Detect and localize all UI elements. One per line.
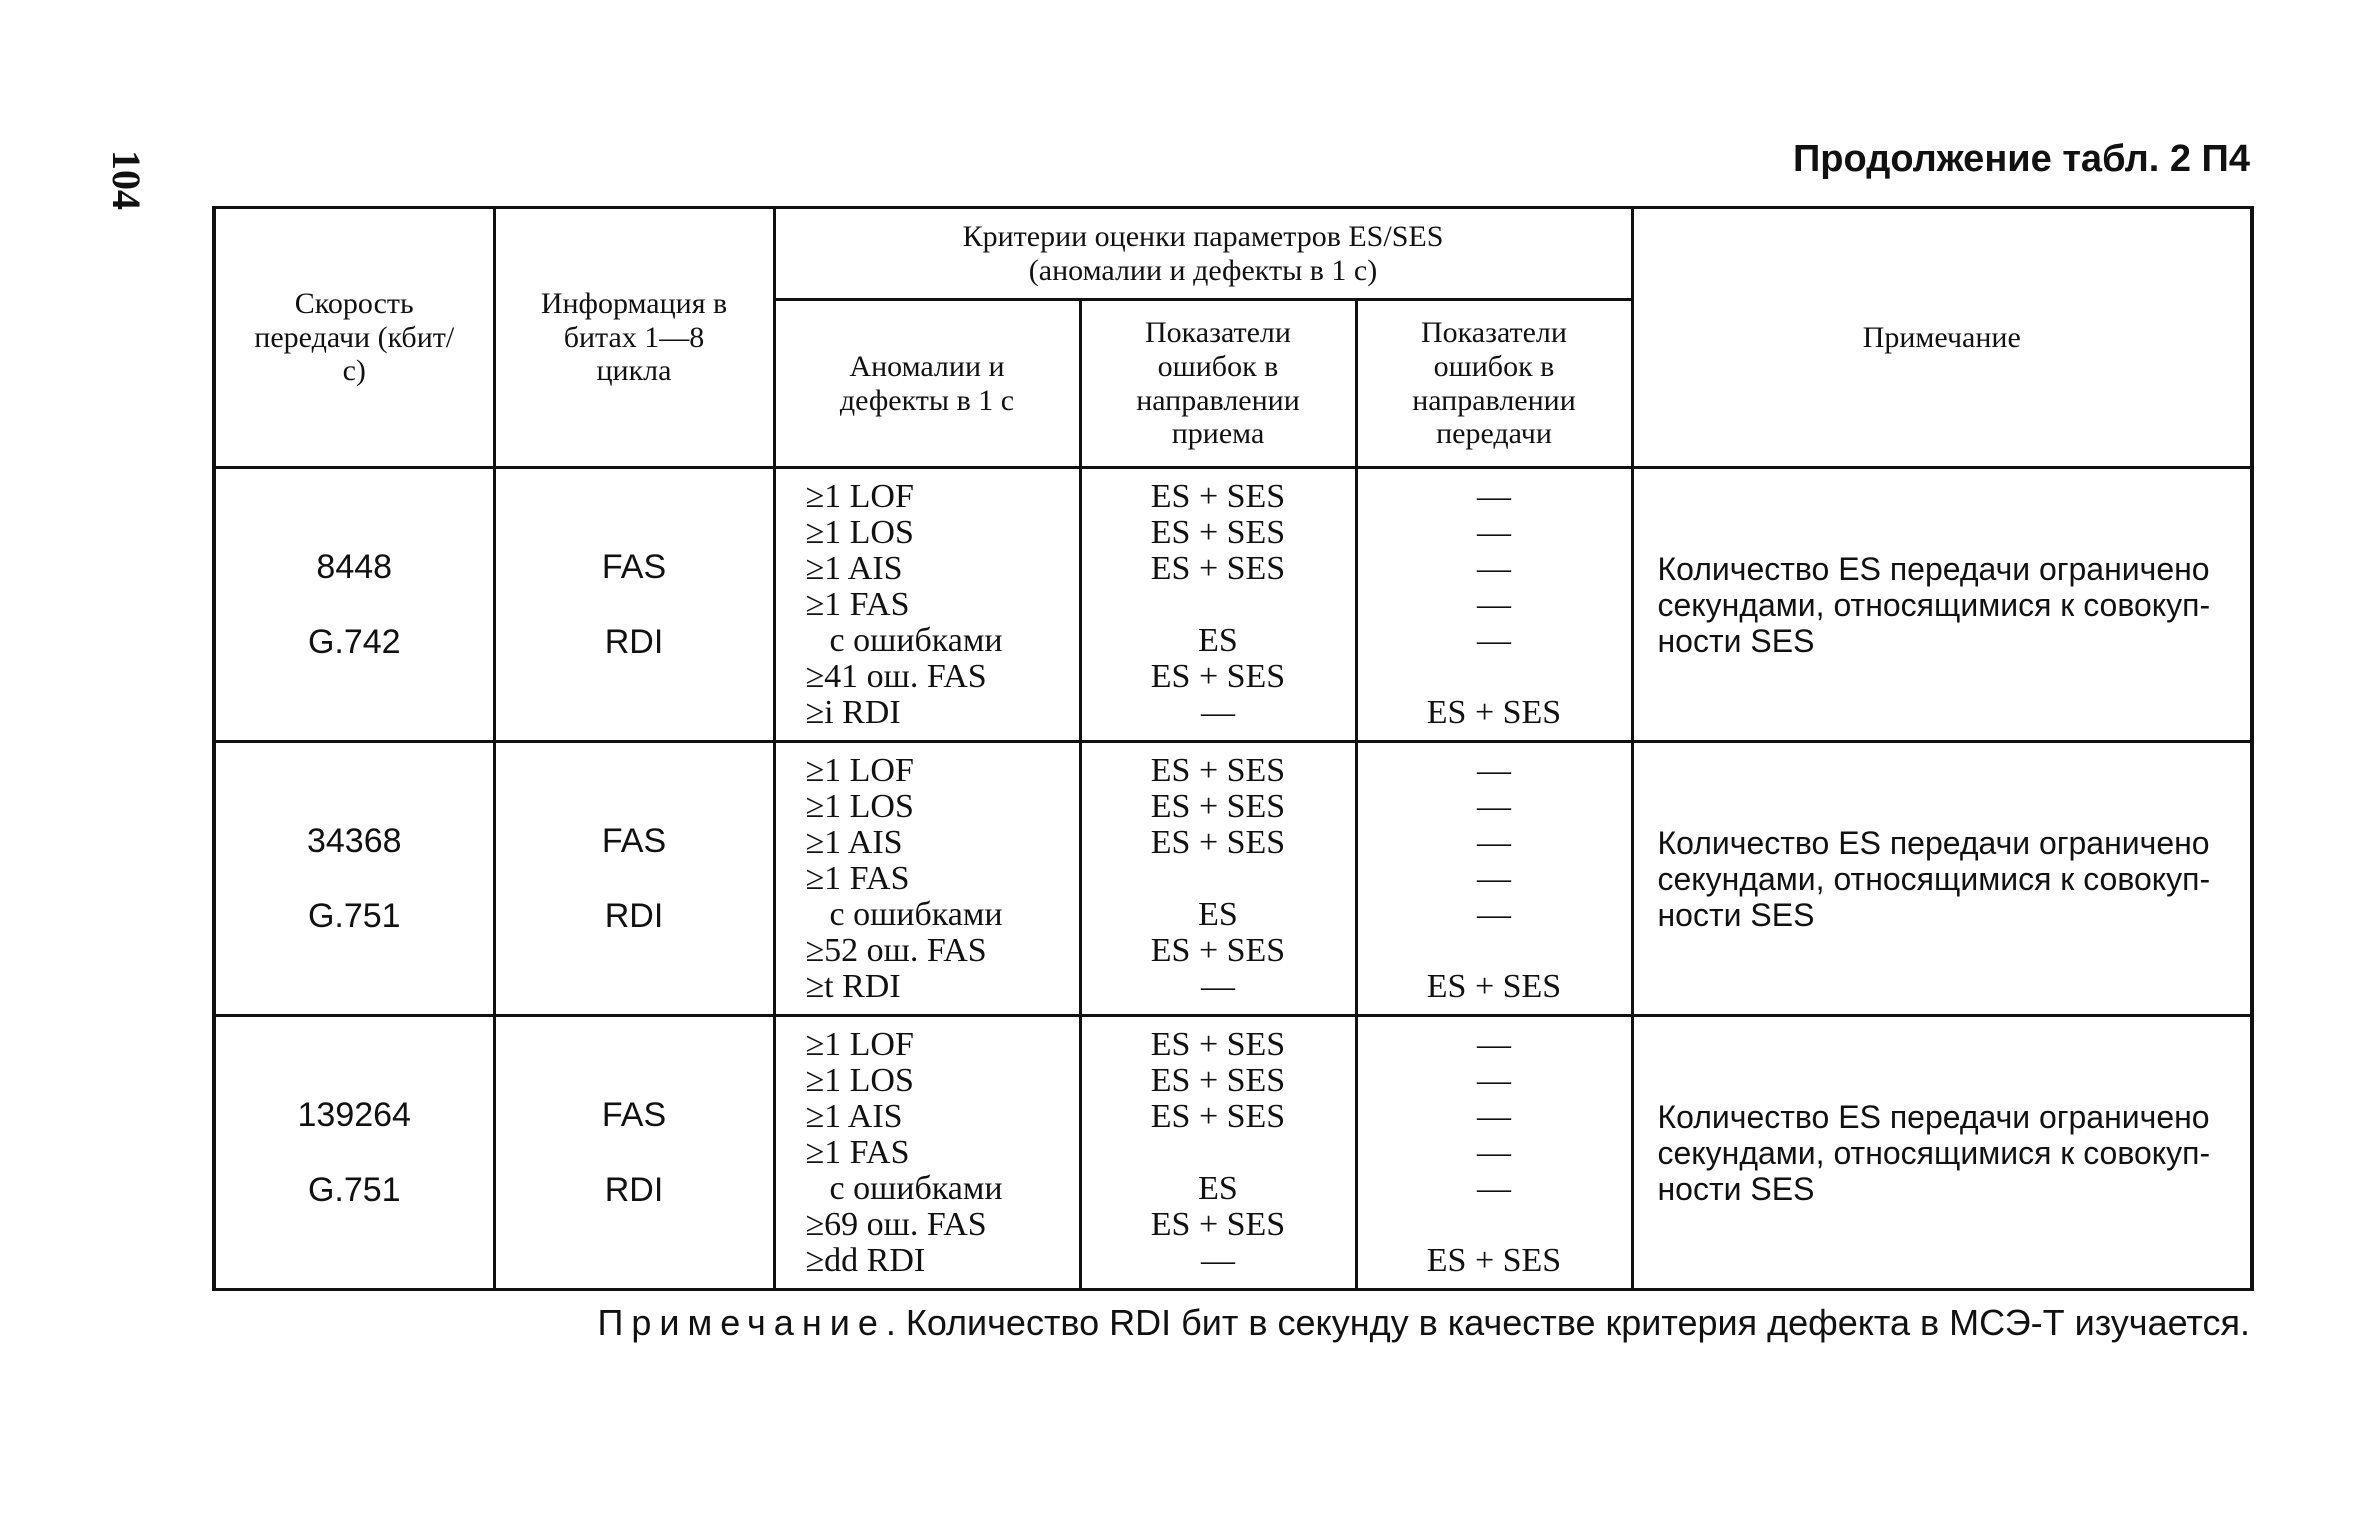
rx-item: ES + SES [1150, 477, 1286, 515]
anomaly-item: ≥69 ош. FAS [805, 1205, 987, 1243]
anomaly-item: ≥1 LOF [805, 751, 914, 789]
anomaly-item: ≥1 LOS [805, 513, 914, 551]
anomaly-item: ≥1 LOF [805, 1025, 914, 1063]
tx-item: — [1477, 549, 1511, 587]
standard-value: G.751 [307, 896, 401, 935]
anomaly-item: ≥1 LOS [805, 787, 914, 825]
info-cell [494, 468, 774, 742]
rx-cell [1080, 742, 1356, 1016]
table-row [214, 1016, 2252, 1290]
anomaly-item: ≥t RDI [805, 967, 901, 1005]
speed-cell [214, 742, 494, 1016]
standard-value: G.742 [307, 622, 401, 661]
anomaly-item: ≥i RDI [805, 693, 901, 731]
standard-value: G.751 [307, 1170, 401, 1209]
rx-item: ES + SES [1150, 513, 1286, 551]
header-note: Примечание [1632, 208, 2252, 468]
tx-item: — [1477, 1169, 1511, 1207]
anomaly-item: ≥41 ош. FAS [805, 657, 987, 695]
note-text: Количество ES передачи ограничено секундами, относящимися к совокуп-ности SES [1657, 1098, 2211, 1207]
anomaly-item: ≥1 FAS [805, 585, 910, 623]
anomaly-item: ≥1 AIS [805, 1097, 903, 1135]
table-row [214, 742, 2252, 1016]
header-anomalies: Аномалии и дефекты в 1 с [774, 300, 1080, 468]
info-rdi: RDI [604, 622, 664, 661]
rx-item: ES + SES [1150, 657, 1286, 695]
criteria-table [212, 206, 2254, 1291]
tx-item: — [1477, 859, 1511, 897]
footer-text: . Количество RDI бит в секунду в качестве критерия дефекта в МСЭ-Т изучается. [885, 1302, 2250, 1343]
note-cell [1632, 742, 2252, 1016]
tx-item: — [1477, 1133, 1511, 1171]
info-rdi: RDI [604, 896, 664, 935]
speed-cell [214, 468, 494, 742]
tx-item: — [1477, 621, 1511, 659]
rx-item: ES + SES [1150, 751, 1286, 789]
note-cell [1632, 468, 2252, 742]
tx-item: ES + SES [1426, 1241, 1562, 1279]
header-info: Информация в битах 1—8 цикла [494, 208, 774, 468]
page-number: 104 [104, 150, 149, 210]
tx-item: — [1477, 895, 1511, 933]
rx-item: ES [1198, 895, 1238, 933]
speed-value: 139264 [297, 1096, 411, 1135]
tx-item: — [1477, 823, 1511, 861]
info-fas: FAS [601, 1096, 667, 1135]
rx-item: ES [1198, 621, 1238, 659]
tx-item: — [1477, 787, 1511, 825]
rx-item: — [1201, 1241, 1235, 1279]
rx-item: — [1201, 693, 1235, 731]
anomalies-cell [774, 468, 1080, 742]
rx-item: ES + SES [1150, 549, 1286, 587]
tx-item: — [1477, 1061, 1511, 1099]
anomaly-item: с ошибками [829, 895, 1003, 933]
tx-cell [1356, 1016, 1632, 1290]
tx-item: ES + SES [1426, 967, 1562, 1005]
note-cell [1632, 1016, 2252, 1290]
anomalies-cell [774, 742, 1080, 1016]
info-cell [494, 742, 774, 1016]
anomaly-item: с ошибками [829, 621, 1003, 659]
tx-item: — [1477, 1025, 1511, 1063]
tx-item: — [1477, 585, 1511, 623]
header-speed: Скорость передачи (кбит/с) [214, 208, 494, 468]
rx-item: — [1201, 967, 1235, 1005]
anomaly-item: ≥1 FAS [805, 1133, 910, 1171]
table-caption: Продолжение табл. 2 П4 [1792, 138, 2250, 180]
anomaly-item: ≥dd RDI [805, 1241, 926, 1279]
footer-label: Примечание [597, 1302, 886, 1343]
speed-cell [214, 1016, 494, 1290]
anomaly-item: с ошибками [829, 1169, 1003, 1207]
footer-note [597, 1302, 2250, 1344]
tx-cell [1356, 468, 1632, 742]
tx-item: — [1477, 1097, 1511, 1135]
header-tx: Показатели ошибок в направлении передачи [1356, 300, 1632, 468]
anomaly-item: ≥1 AIS [805, 549, 903, 587]
rx-cell [1080, 468, 1356, 742]
rx-cell [1080, 1016, 1356, 1290]
anomalies-cell [774, 1016, 1080, 1290]
note-text: Количество ES передачи ограничено секундами, относящимися к совокуп-ности SES [1657, 550, 2211, 659]
speed-value: 8448 [316, 548, 393, 587]
table-row [214, 468, 2252, 742]
info-rdi: RDI [604, 1170, 664, 1209]
rx-item: ES [1198, 1169, 1238, 1207]
rx-item: ES + SES [1150, 823, 1286, 861]
speed-value: 34368 [306, 822, 402, 861]
anomaly-item: ≥1 FAS [805, 859, 910, 897]
info-fas: FAS [601, 822, 667, 861]
anomaly-item: ≥1 LOS [805, 1061, 914, 1099]
tx-item: — [1477, 477, 1511, 515]
note-text: Количество ES передачи ограничено секундами, относящимися к совокуп-ности SES [1657, 824, 2211, 933]
tx-item: ES + SES [1426, 693, 1562, 731]
rx-item: ES + SES [1150, 1205, 1286, 1243]
header-rx: Показатели ошибок в направлении приема [1080, 300, 1356, 468]
info-cell [494, 1016, 774, 1290]
header-criteria: Критерии оценки параметров ES/SES (аномалии и дефекты в 1 с) [774, 208, 1632, 300]
tx-item: — [1477, 513, 1511, 551]
rx-item: ES + SES [1150, 787, 1286, 825]
anomaly-item: ≥52 ош. FAS [805, 931, 987, 969]
rx-item: ES + SES [1150, 1061, 1286, 1099]
info-fas: FAS [601, 548, 667, 587]
anomaly-item: ≥1 AIS [805, 823, 903, 861]
rx-item: ES + SES [1150, 931, 1286, 969]
rx-item: ES + SES [1150, 1097, 1286, 1135]
anomaly-item: ≥1 LOF [805, 477, 914, 515]
tx-cell [1356, 742, 1632, 1016]
tx-item: — [1477, 751, 1511, 789]
rx-item: ES + SES [1150, 1025, 1286, 1063]
